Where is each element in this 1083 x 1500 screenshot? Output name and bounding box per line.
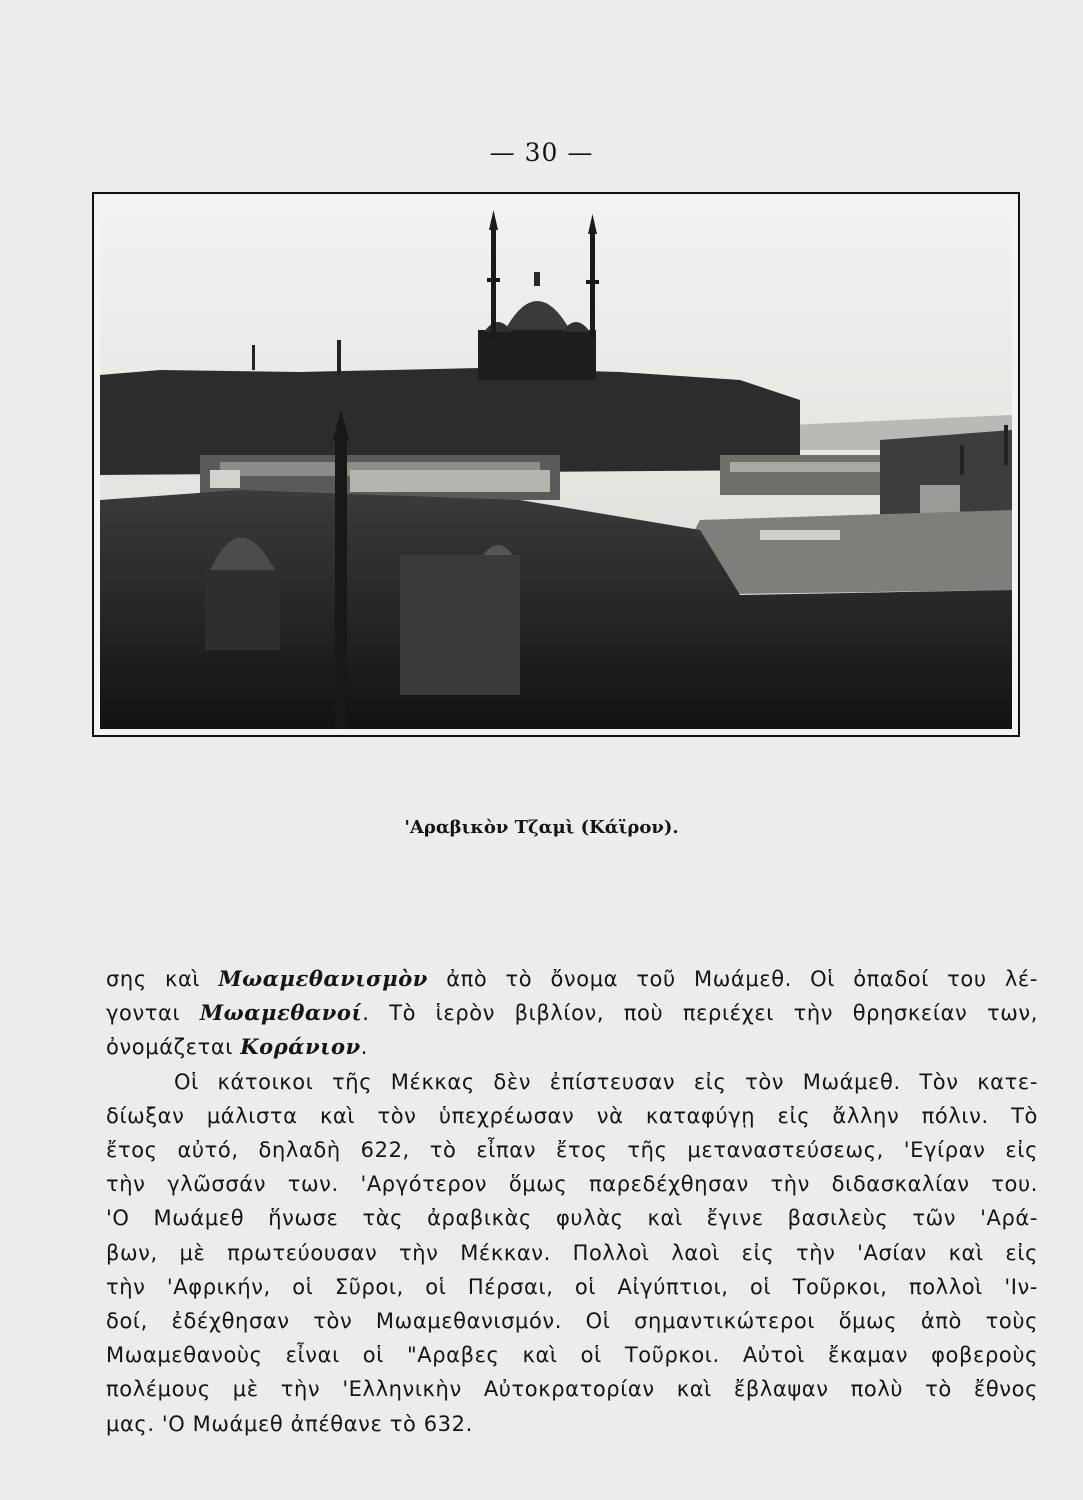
text-line: ἔτος αὐτό, δηλαδὴ 622, τὸ εἶπαν ἔτος τῆς μεταναστεύσεως, 'Εγίραν εἰς xyxy=(106,1138,1038,1163)
emphasis-term: Μωαμεθανοί xyxy=(199,1000,363,1026)
body-text xyxy=(106,962,1038,1441)
text-line: βων, μὲ πρωτεύουσαν τὴν Μέκκαν. Πολλοὶ λαοὶ εἰς τὴν 'Ασίαν καὶ εἰς xyxy=(106,1240,1038,1265)
text-line: Μωαμεθανοὺς εἶναι οἱ "Αραβες καὶ οἱ Τοῦρκοι. Αὐτοὶ ἔκαμαν φοβεροὺς xyxy=(106,1343,1038,1368)
text-line: μας. 'Ο Μωάμεθ ἀπέθανε τὸ 632. xyxy=(106,1411,473,1436)
text-line: ὀνομάζεται Κοράνιον. xyxy=(106,1034,369,1060)
text-line: 'Ο Μωάμεθ ἥνωσε τὰς ἀραβικὰς φυλὰς καὶ ἔγινε βασιλεὺς τῶν 'Αρά- xyxy=(106,1206,1038,1231)
emphasis-term: Κοράνιον xyxy=(240,1034,361,1060)
text-line: τὴν γλῶσσάν των. 'Αργότερον ὅμως παρεδέχθησαν τὴν διδασκαλίαν του. xyxy=(106,1172,1038,1197)
text-line: δίωξαν μάλιστα καὶ τὸν ὑπεχρέωσαν νὰ καταφύγῃ εἰς ἄλλην πόλιν. Τὸ xyxy=(106,1103,1038,1128)
text-line: γονται Μωαμεθανοί. Τὸ ἱερὸν βιβλίον, ποὺ περιέχει τὴν θρησκείαν των, xyxy=(106,1000,1038,1026)
emphasis-term: Μωαμεθανισμὸν xyxy=(218,966,428,991)
text-line: σης καὶ Μωαμεθανισμὸν ἀπὸ τὸ ὄνομα τοῦ Μωάμεθ. Οἱ ὀπαδοί του λέ- xyxy=(106,966,1039,991)
page-number: — 30 — xyxy=(489,138,594,167)
cairo-mosque-photograph xyxy=(100,200,1012,729)
photo-caption: 'Αραβικὸν Τζαμὶ (Κάϊρον). xyxy=(404,817,679,838)
text-line: Οἱ κάτοικοι τῆς Μέκκας δὲν ἐπίστευσαν εἰς τὸν Μωάμεθ. Τὸν κατε- xyxy=(174,1069,1038,1094)
mosque-photo xyxy=(92,192,1020,737)
text-line: τὴν 'Αφρικήν, οἱ Σῦροι, οἱ Πέρσαι, οἱ Αἰγύπτιοι, οἱ Τοῦρκοι, πολλοὶ 'Ιν- xyxy=(106,1274,1038,1299)
text-line: πολέμους μὲ τὴν 'Ελληνικὴν Αὐτοκρατορίαν καὶ ἔβλαψαν πολὺ τὸ ἔθνος xyxy=(106,1377,1038,1402)
text-line: δοί, ἐδέχθησαν τὸν Μωαμεθανισμόν. Οἱ σημαντικώτεροι ὅμως ἀπὸ τοὺς xyxy=(106,1309,1038,1334)
